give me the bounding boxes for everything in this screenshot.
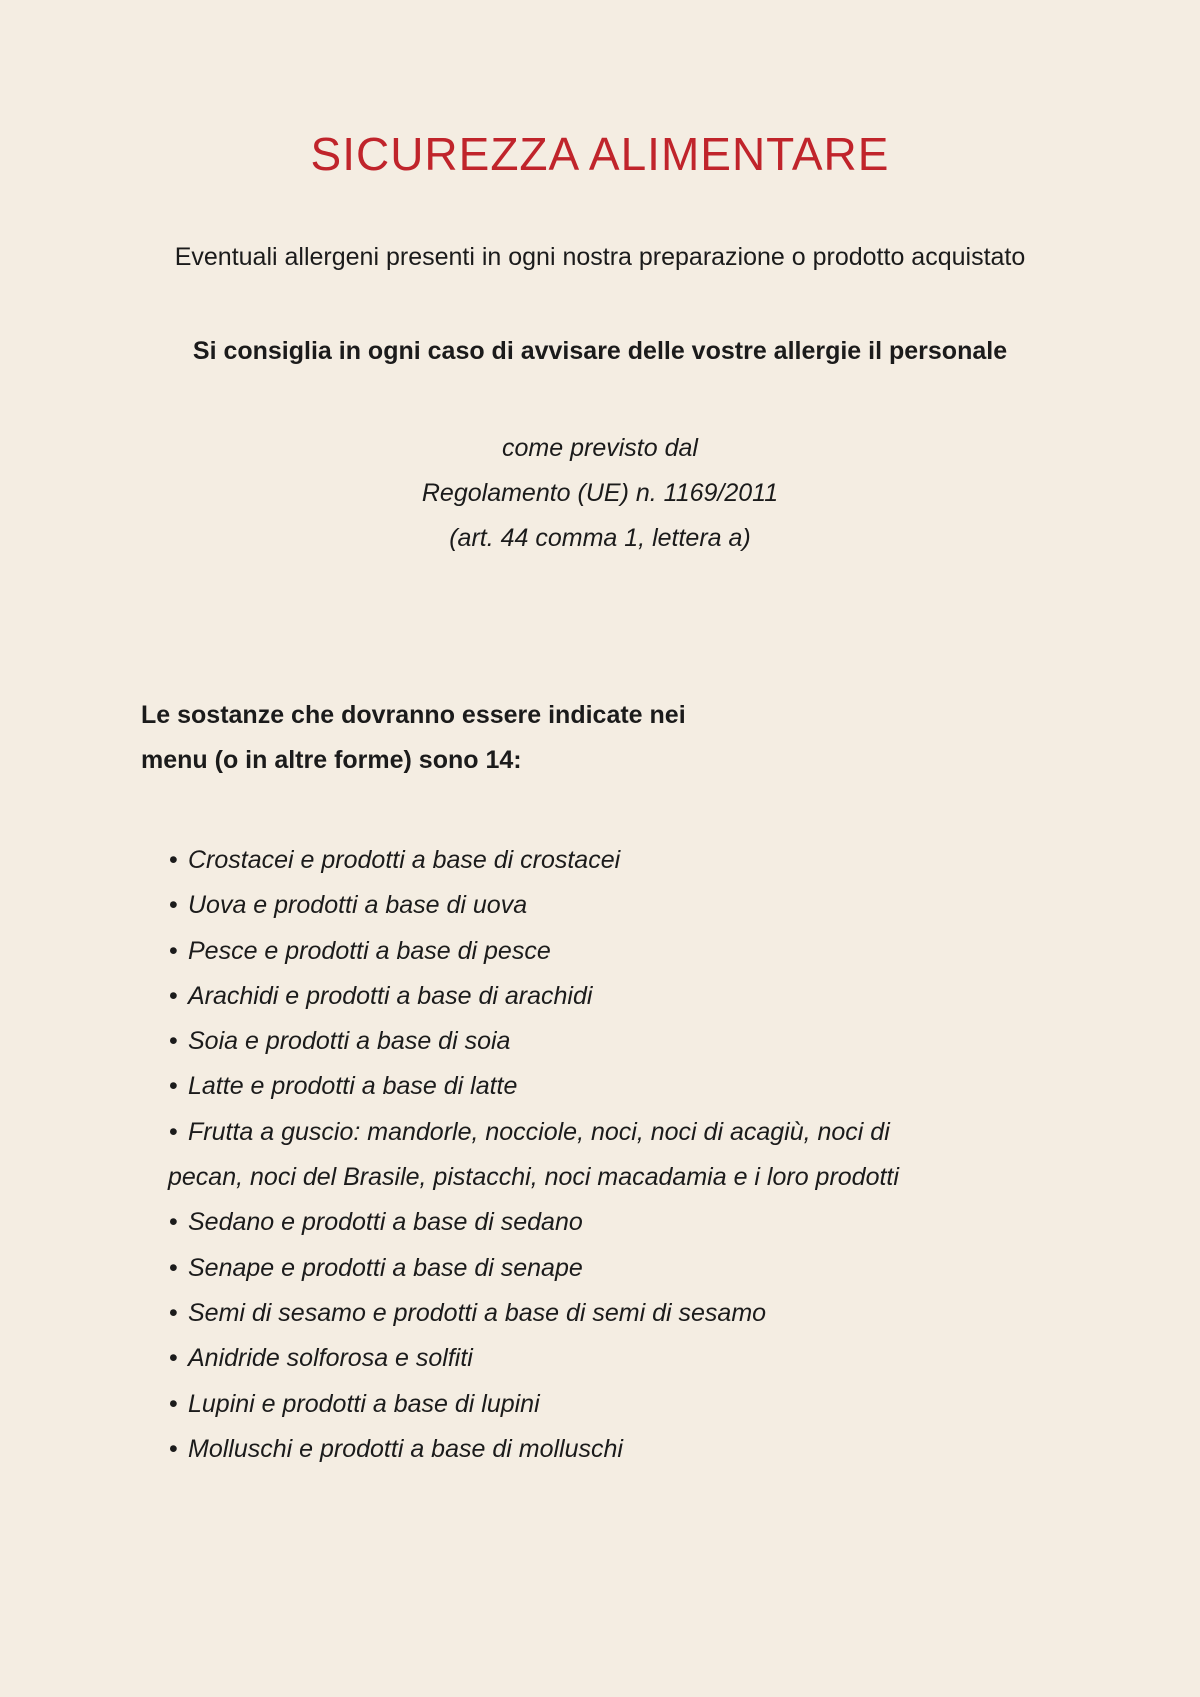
allergen-label: Senape e prodotti a base di senape: [188, 1253, 583, 1282]
list-item: [169, 929, 1069, 974]
list-item: [169, 1064, 1069, 1109]
bullet-icon: •: [169, 1117, 178, 1146]
list-item: [169, 1110, 1069, 1155]
intro-line-1: Le sostanze che dovranno essere indicate nei: [141, 701, 686, 729]
allergen-label: Pesce e prodotti a base di pesce: [188, 936, 551, 965]
bullet-icon: •: [169, 936, 178, 965]
bullet-icon: •: [169, 1434, 178, 1463]
bullet-icon: •: [169, 1344, 178, 1373]
list-item: [169, 1382, 1069, 1427]
bullet-icon: •: [169, 981, 178, 1010]
list-item: [169, 974, 1069, 1019]
regulation-reference: [0, 426, 1200, 561]
allergen-label: Molluschi e prodotti a base di molluschi: [188, 1434, 623, 1463]
list-item: [169, 1336, 1069, 1381]
bullet-icon: •: [169, 1389, 178, 1418]
allergen-label: Arachidi e prodotti a base di arachidi: [188, 981, 593, 1010]
bullet-icon: •: [169, 846, 178, 874]
allergen-label: Anidride solforosa e solfiti: [188, 1344, 473, 1373]
list-item: [169, 838, 1069, 883]
list-item: [169, 1427, 1069, 1472]
allergen-label: Latte e prodotti a base di latte: [188, 1072, 518, 1101]
intro-line-2: menu (o in altre forme) sono 14:: [141, 746, 522, 774]
bullet-icon: •: [169, 1298, 178, 1327]
allergen-label: Semi di sesamo e prodotti a base di semi di sesamo: [188, 1298, 767, 1327]
bullet-icon: •: [169, 1253, 178, 1282]
allergen-list: [169, 838, 1069, 1472]
list-item-continuation: [168, 1155, 1069, 1200]
page-title: SICUREZZA ALIMENTARE: [310, 128, 890, 180]
allergen-label: Sedano e prodotti a base di sedano: [188, 1208, 583, 1237]
bullet-icon: •: [169, 1072, 178, 1101]
allergen-label: Soia e prodotti a base di soia: [188, 1027, 511, 1056]
allergen-label: Crostacei e prodotti a base di crostacei: [188, 846, 621, 874]
allergen-label: pecan, noci del Brasile, pistacchi, noci macadamia e i loro prodotti: [168, 1163, 899, 1192]
allergy-advice: Si consiglia in ogni caso di avvisare delle vostre allergie il personale: [192, 337, 1008, 365]
list-item: [169, 1200, 1069, 1245]
allergen-label: Uova e prodotti a base di uova: [188, 891, 528, 920]
bullet-icon: •: [169, 1208, 178, 1237]
list-item: [169, 1019, 1069, 1064]
regulation-line-3: (art. 44 comma 1, lettera a): [449, 524, 751, 552]
regulation-line-1: come previsto dal: [502, 434, 698, 462]
bullet-icon: •: [169, 1027, 178, 1056]
list-item: [169, 883, 1069, 928]
bullet-icon: •: [169, 891, 178, 920]
regulation-line-2: Regolamento (UE) n. 1169/2011: [421, 479, 779, 507]
list-item: [169, 1246, 1069, 1291]
allergens-intro: [141, 693, 686, 783]
allergen-label: Lupini e prodotti a base di lupini: [188, 1389, 540, 1418]
allergens-subtitle: Eventuali allergeni presenti in ogni nostra preparazione o prodotto acquistato: [174, 243, 1026, 271]
list-item: [169, 1291, 1069, 1336]
allergen-label: Frutta a guscio: mandorle, nocciole, noci, noci di acagiù, noci di: [188, 1117, 890, 1146]
